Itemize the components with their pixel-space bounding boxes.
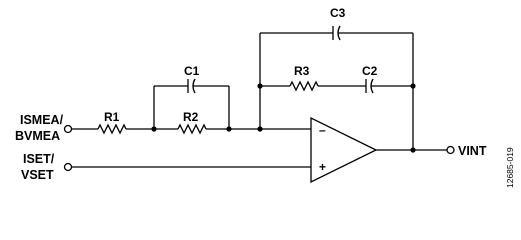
resistor-r3 [290, 82, 318, 90]
bvmea-label-line2: BVMEA [15, 129, 61, 143]
output-terminal [447, 147, 454, 154]
vset-label-line2: VSET [21, 168, 54, 182]
r2-label: R2 [183, 110, 199, 124]
junction-dot-output [410, 147, 415, 152]
op-amp-plus: + [319, 160, 327, 174]
vint-label: VINT [458, 144, 487, 158]
resistor-r1 [98, 125, 126, 133]
op-amp-minus: – [319, 123, 326, 137]
c2-label: C2 [362, 64, 378, 78]
resistor-r2 [178, 125, 206, 133]
r3-label: R3 [294, 64, 310, 78]
ismea-label-line1: ISMEA/ [20, 113, 64, 127]
r1-label: R1 [104, 110, 120, 124]
inverting-input-terminal [65, 126, 72, 133]
c3-label: C3 [330, 6, 346, 20]
figure-number: 12685-019 [505, 147, 515, 188]
junction-dot-c2-right [410, 83, 415, 88]
noninverting-input-terminal [65, 164, 72, 171]
c1-label: C1 [184, 64, 200, 78]
iset-label-line1: ISET/ [23, 152, 55, 166]
